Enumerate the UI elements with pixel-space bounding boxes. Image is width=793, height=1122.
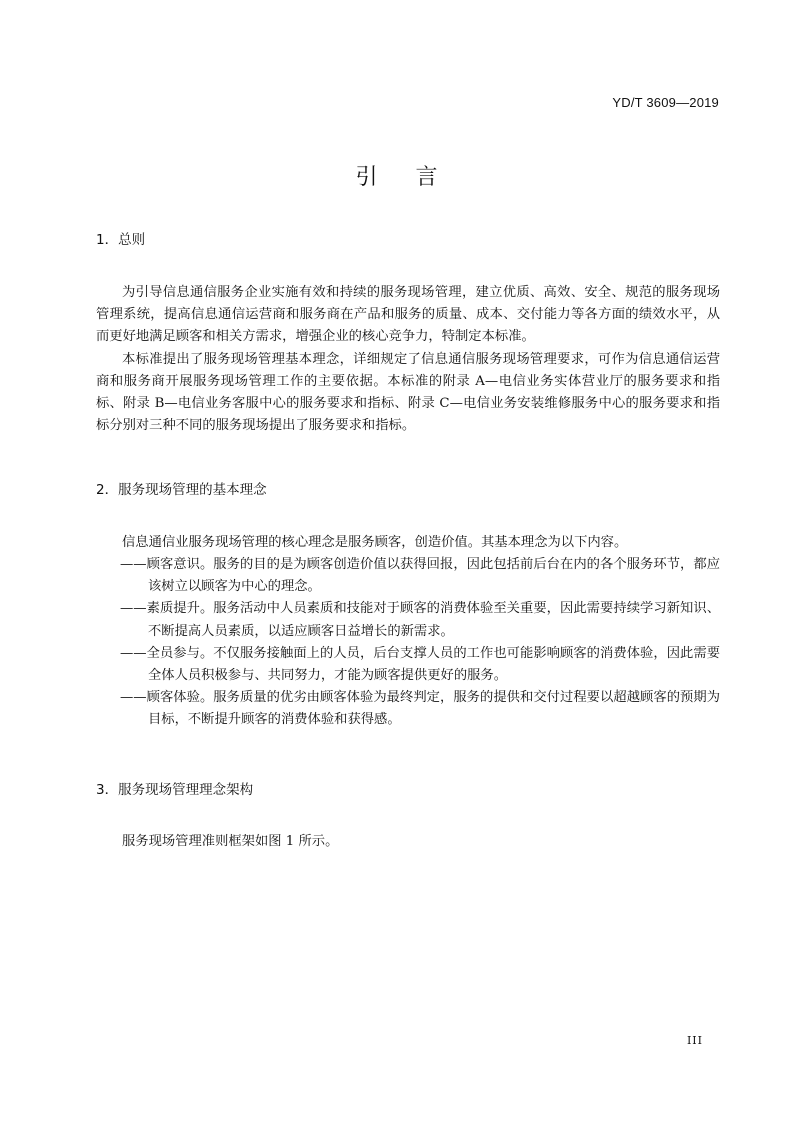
section-1-paragraph-2: 本标准提出了服务现场管理基本理念，详细规定了信息通信服务现场管理要求，可作为信息通信运营商和服务商开展服务现场管理工作的主要依据。本标准的附录 A—电信业务实体营业厅的服务要求和指标、附录 B—电信业务客服中心的服务要求和指标、附录 C—电信业务安装维修服务中心的服务要求和指标分别对三种不同的服务现场提出了服务要求和指标。 <box>96 351 720 434</box>
page-number: III <box>686 1034 703 1047</box>
section-1-heading: 1．总则 <box>96 232 146 248</box>
page-title <box>0 160 793 191</box>
list-item: ——顾客体验。服务质量的优劣由顾客体验为最终判定，服务的提供和交付过程要以超越顾客的预期为目标，不断提升顾客的消费体验和获得感。 <box>120 690 720 728</box>
section-1-body <box>96 282 720 437</box>
section-3-text: 服务现场管理准则框架如图 1 所示。 <box>122 834 339 849</box>
list-item: ——全员参与。不仅服务接触面上的人员，后台支撑人员的工作也可能影响顾客的消费体验，因此需要全体人员积极参与、共同努力，才能为顾客提供更好的服务。 <box>120 645 720 684</box>
section-2-heading: 2．服务现场管理的基本理念 <box>96 482 267 498</box>
list-item: ——顾客意识。服务的目的是为顾客创造价值以获得回报，因此包括前后台在内的各个服务环节，都应该树立以顾客为中心的理念。 <box>120 557 720 595</box>
section-1-paragraph-1: 为引导信息通信服务企业实施有效和持续的服务现场管理，建立优质、高效、安全、规范的服务现场管理系统，提高信息通信运营商和服务商在产品和服务的质量、成本、交付能力等各方面的绩效水平，从而更好地满足顾客和相关方需求，增强企业的核心竞争力，特制定本标准。 <box>96 285 720 345</box>
list-item: ——素质提升。服务活动中人员素质和技能对于顾客的消费体验至关重要，因此需要持续学习新知识、不断提高人员素质，以适应顾客日益增长的新需求。 <box>120 601 720 639</box>
section-3-heading: 3．服务现场管理理念架构 <box>96 782 254 798</box>
section-2-intro: 信息通信业服务现场管理的核心理念是服务顾客，创造价值。其基本理念为以下内容。 <box>122 535 628 550</box>
title-char-2: 言 <box>415 165 438 190</box>
standard-number: YD/T 3609—2019 <box>612 95 719 110</box>
title-char-1: 引 <box>355 165 378 190</box>
section-2-list <box>120 554 720 732</box>
